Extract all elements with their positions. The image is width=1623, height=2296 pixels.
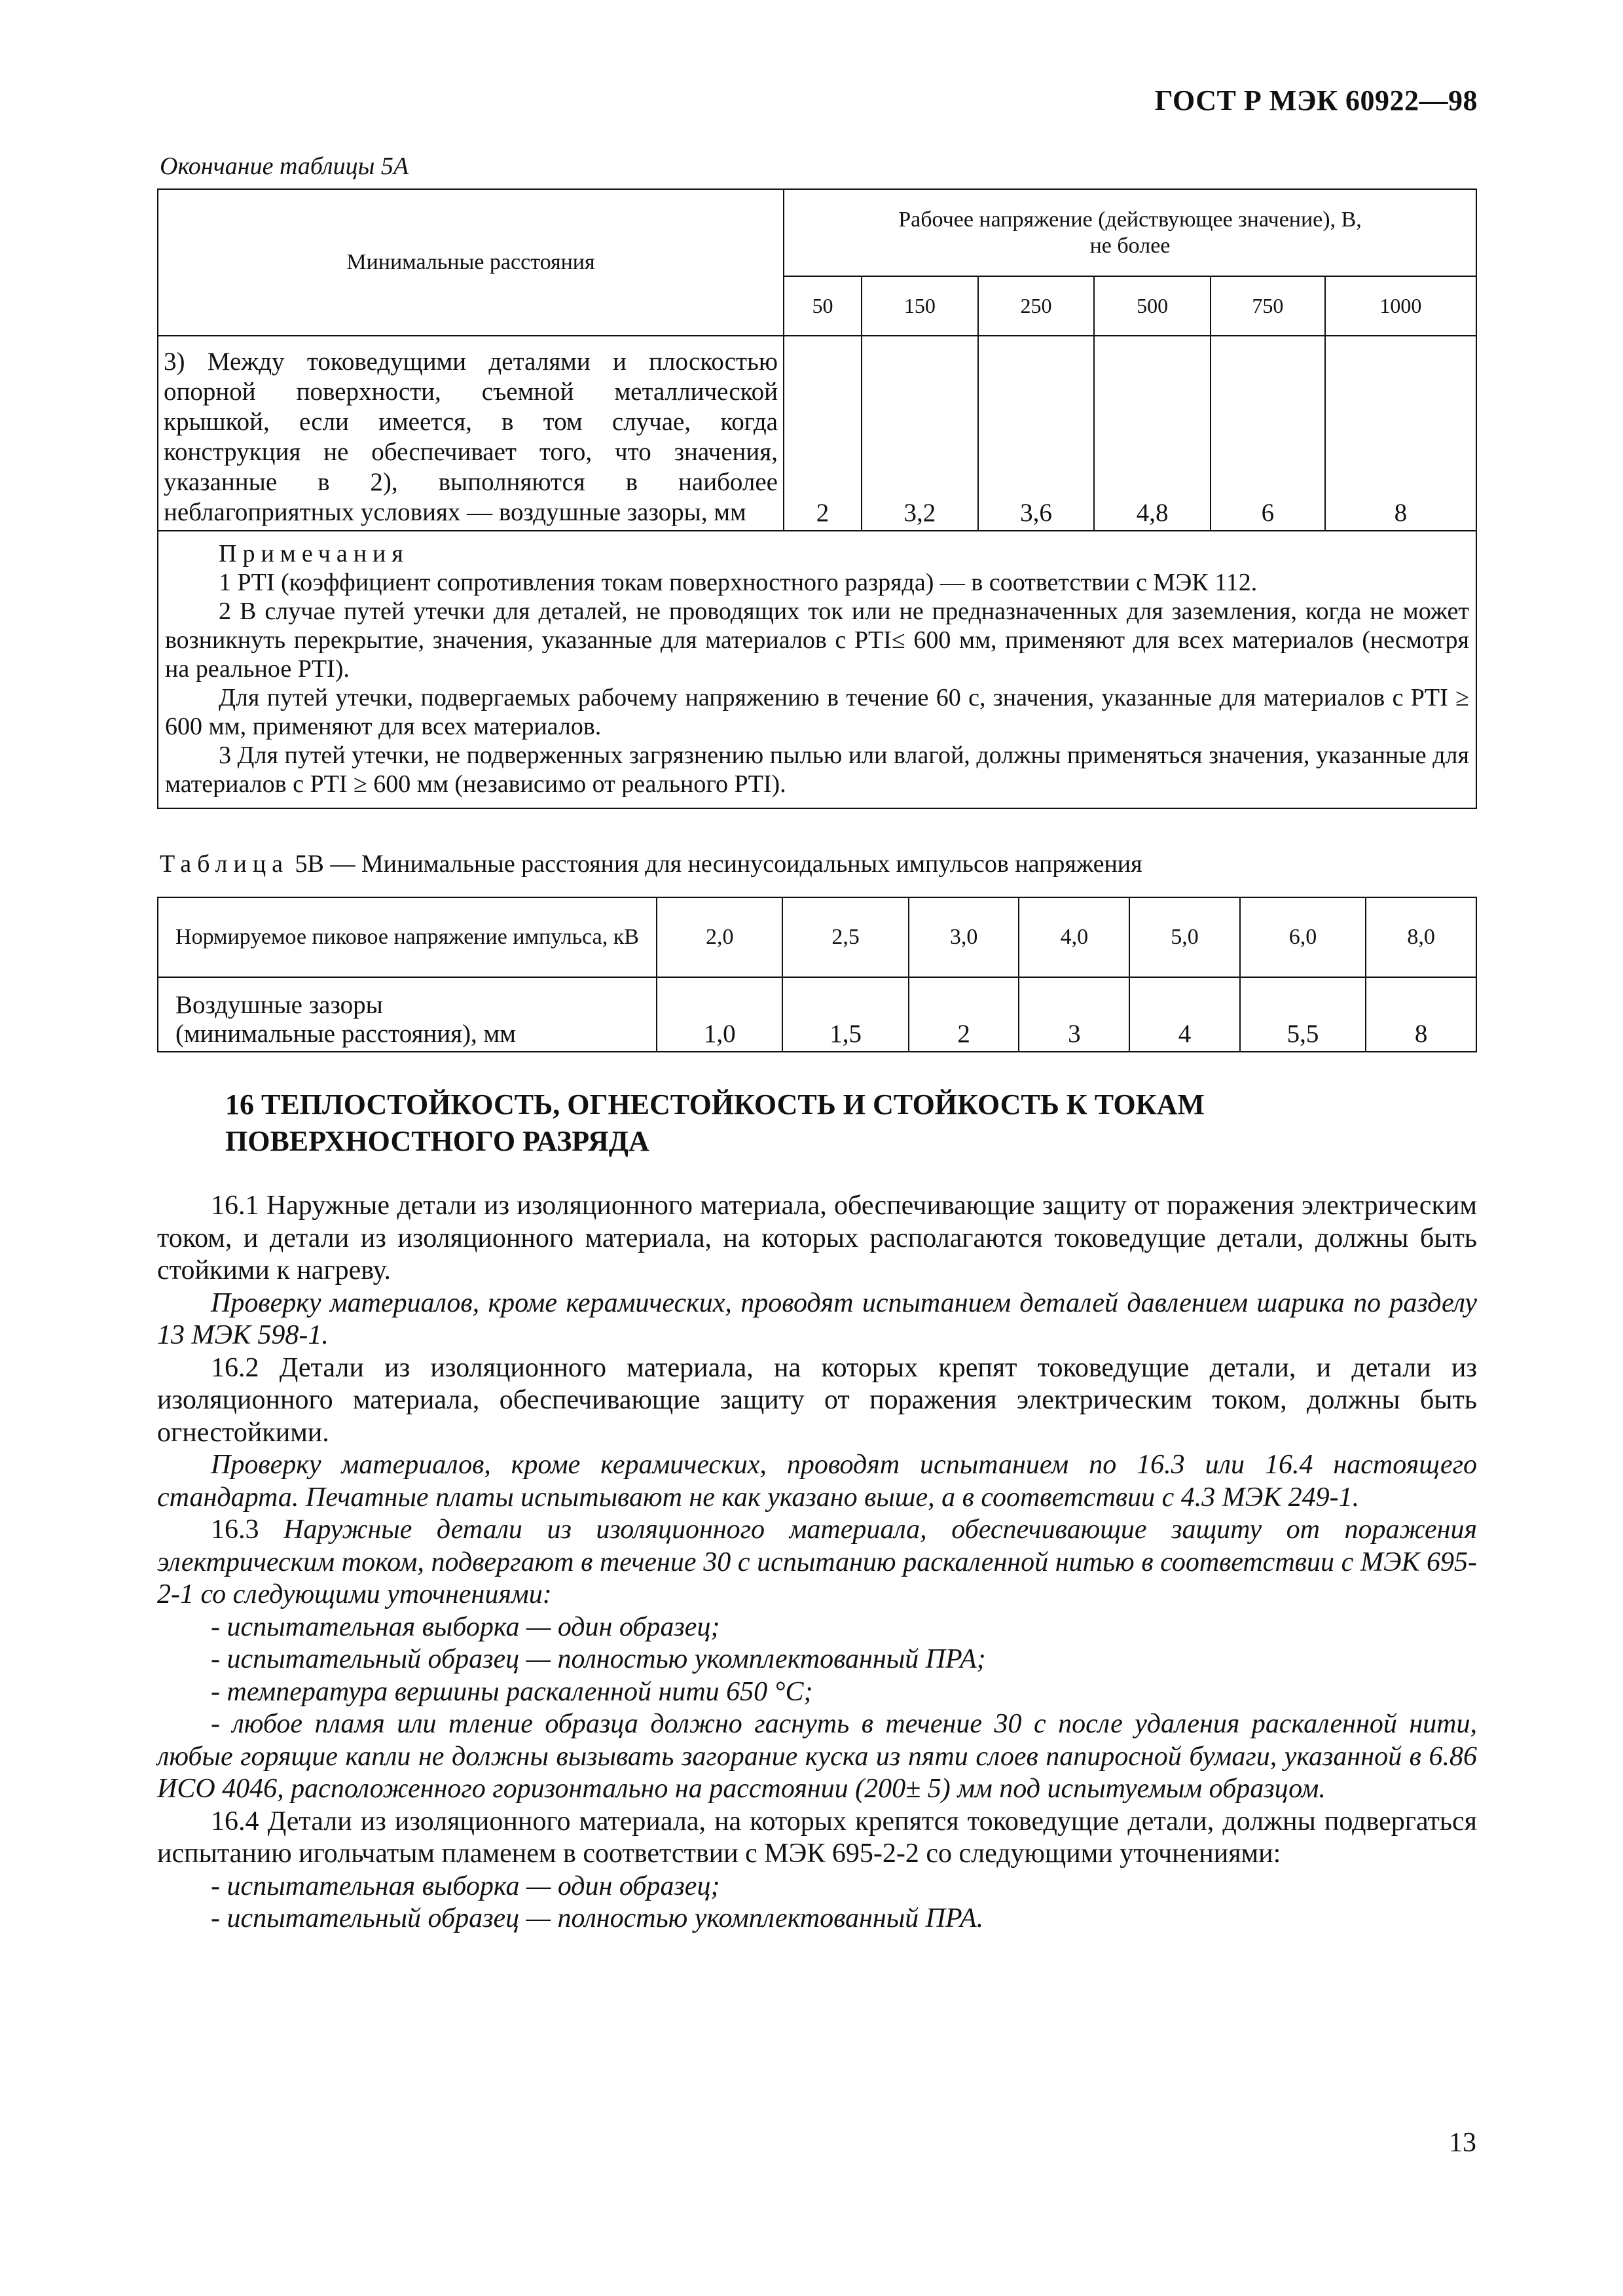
table-5a-header-voltage (784, 189, 1476, 276)
table-row-cell: 6,0 (1240, 897, 1366, 977)
voltage-col-150: 150 (862, 276, 978, 336)
paragraph-16-2-check: Проверку материалов, кроме керамических, проводят испытанием по 16.3 или 16.4 настоящего стандарта. Печатные платы испытывают не как указано выше, а в соответствии с 4.3 МЭК 249-1. (157, 1450, 1477, 1513)
table-row-cell: 3,0 (909, 897, 1019, 977)
paragraph-16-3 (157, 1514, 1477, 1611)
table-5a-continuation-caption: Окончание таблицы 5А (160, 152, 409, 180)
paragraph-16-1: 16.1 Наружные детали из изоляционного материала, обеспечивающие защиту от поражения электрическим током, и детали из изоляционного материала, на которых располагаются токоведущие детали, должны быть стойкими к нагреву. (157, 1191, 1477, 1285)
note-1: 1 PTI (коэффициент сопротивления токам поверхностного разряда) — в соответствии с МЭК 112. (219, 569, 1258, 596)
voltage-col-750: 750 (1211, 276, 1325, 336)
table-5b-caption (160, 850, 1142, 878)
table-row-cell: 8,0 (1366, 897, 1476, 977)
note-2: 2 В случае путей утечки для деталей, не проводящих ток или не предназначенных для заземления, когда не может возникнуть перекрытие, значения, указанные для материалов с PTI≤ 600 мм, применяют для всех материалов (несмотря на реальное PTI). (165, 598, 1469, 683)
paragraph-16-4: 16.4 Детали из изоляционного материала, на которых крепятся токоведущие детали, должны подвергаться испытанию игольчатым пламенем в соответствии с МЭК 695-2-2 со следующими уточнениями: (157, 1806, 1477, 1869)
row2-label-line2: (минимальные расстояния), мм (175, 1020, 516, 1048)
document-code: ГОСТ Р МЭК 60922—98 (1154, 84, 1478, 117)
table-5a-row3-text: 3) Между токоведущими деталями и плоскостью опорной поверхности, съемной металлической крышкой, если имеется, в том случае, когда конструкция не обеспечивает того, что значения, указанные в 2), выполняются в наиболее неблагоприятных условиях — воздушные зазоры, мм (158, 336, 784, 531)
list-item: - испытательная выборка — один образец; (211, 1871, 720, 1901)
section-16-title (225, 1086, 1469, 1160)
table-row-cell: 2 (784, 336, 862, 531)
table-row-cell: 4,8 (1094, 336, 1211, 531)
voltage-header-line1: Рабочее напряжение (действующее значение), В, (898, 207, 1362, 232)
table-row-cell: 4 (1129, 977, 1240, 1052)
table-row-cell: 1,0 (657, 977, 782, 1052)
table-row-cell: 2 (909, 977, 1019, 1052)
table-row-cell: 4,0 (1019, 897, 1129, 977)
table-5b-caption-text: 5В — Минимальные расстояния для несинусоидальных импульсов напряжения (295, 850, 1142, 878)
table-row-cell: 6 (1211, 336, 1325, 531)
table-row-cell: 3 (1019, 977, 1129, 1052)
table-5a-notes (158, 531, 1476, 808)
table-row-cell: 5,0 (1129, 897, 1240, 977)
table-5b-row1-label: Нормируемое пиковое напряжение импульса, кВ (158, 897, 657, 977)
table-row-cell: 3,2 (862, 336, 978, 531)
voltage-col-50: 50 (784, 276, 862, 336)
table-5b (157, 897, 1477, 1052)
table-row-cell: 8 (1325, 336, 1476, 531)
list-item: - испытательный образец — полностью укомплектованный ПРА; (211, 1644, 986, 1674)
note-3: 3 Для путей утечки, не подверженных загрязнению пылью или влагой, должны применяться значения, указанные для материалов с PTI ≥ 600 мм (независимо от реального PTI). (165, 742, 1469, 798)
section-16-title-line1: 16 ТЕПЛОСТОЙКОСТЬ, ОГНЕСТОЙКОСТЬ И СТОЙКОСТЬ К ТОКАМ (225, 1088, 1205, 1121)
list-item: - любое пламя или тление образца должно гаснуть в течение 30 с после удаления раскаленной нити, любые горящие капли не должны вызывать загорание куска из пяти слоев папиросной бумаги, указанной в 6.86 ИСО 4046, расположенного горизонтально на расстоянии (200± 5) мм под испытуемым образцом. (157, 1709, 1477, 1804)
table-row-cell: 5,5 (1240, 977, 1366, 1052)
paragraph-16-3-text: Наружные детали из изоляционного материала, обеспечивающие защиту от поражения электрическим током, подвергают в течение 30 с испытанию раскаленной нитью в соответствии с МЭК 695-2-1 со следующими уточнениями: (157, 1515, 1477, 1609)
paragraph-16-2: 16.2 Детали из изоляционного материала, на которых крепят токоведущие детали, и детали из изоляционного материала, обеспечивающие защиту от поражения электрическим током, должны быть огнестойкими. (157, 1352, 1477, 1448)
voltage-col-1000: 1000 (1325, 276, 1476, 336)
list-item: - испытательная выборка — один образец; (211, 1611, 720, 1642)
table-row-cell: 2,5 (782, 897, 908, 977)
section-16-body (157, 1190, 1477, 1935)
row2-label-line1: Воздушные зазоры (175, 991, 383, 1019)
table-row-cell: 3,6 (978, 336, 1095, 531)
table-row-cell: 2,0 (657, 897, 782, 977)
note-2b: Для путей утечки, подвергаемых рабочему напряжению в течение 60 с, значения, указанные для материалов с PTI ≥ 600 мм, применяют для всех материалов. (165, 684, 1469, 740)
voltage-col-500: 500 (1094, 276, 1211, 336)
voltage-col-250: 250 (978, 276, 1095, 336)
page-number: 13 (1449, 2128, 1476, 2158)
table-5b-caption-label: Таблица (160, 850, 289, 878)
table-5b-row2-label (158, 977, 657, 1052)
section-16-title-line2: ПОВЕРХНОСТНОГО РАЗРЯДА (225, 1125, 649, 1157)
table-row-cell: 1,5 (782, 977, 908, 1052)
table-5a-header-distances: Минимальные расстояния (158, 189, 784, 336)
paragraph-16-3-number: 16.3 (211, 1515, 259, 1545)
list-item: - температура вершины раскаленной нити 650 °С; (211, 1676, 813, 1707)
notes-title: Примечания (219, 540, 409, 567)
list-item: - испытательный образец — полностью укомплектованный ПРА. (211, 1903, 984, 1933)
table-5a (157, 188, 1477, 809)
voltage-header-line2: не более (1089, 233, 1171, 258)
table-row-cell: 8 (1366, 977, 1476, 1052)
paragraph-16-1-check: Проверку материалов, кроме керамических, проводят испытанием деталей давлением шарика по разделу 13 МЭК 598-1. (157, 1287, 1477, 1350)
